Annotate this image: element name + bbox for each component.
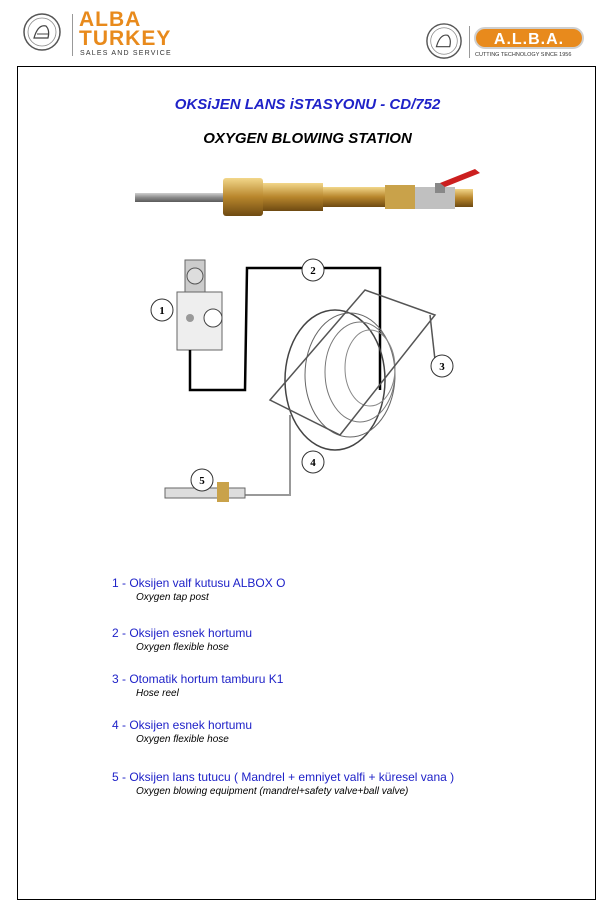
alba-tagline: CUTTING TECHNOLOGY SINCE 1956 — [475, 52, 572, 58]
svg-text:3: 3 — [439, 361, 445, 373]
callout-layer — [135, 250, 475, 520]
legend-item-en: Oxygen flexible hose — [136, 642, 229, 653]
legend-item-1 — [112, 576, 285, 603]
legend-item-en: Oxygen blowing equipment (mandrel+safety valve+ball valve) — [136, 786, 409, 797]
legend-item-5 — [112, 770, 454, 797]
header-right-logo — [425, 22, 595, 67]
divider — [72, 14, 73, 56]
oxygen-lance-illustration — [135, 165, 495, 225]
callout-4 — [302, 451, 324, 473]
svg-text:1: 1 — [159, 305, 165, 317]
legend-item-tr: 2 - Oksijen esnek hortumu — [112, 626, 253, 640]
divider — [469, 26, 470, 58]
legend-item-4 — [112, 718, 252, 745]
callout-5 — [191, 469, 213, 491]
welder-emblem-icon — [22, 12, 62, 52]
legend-item-tr: 1 - Oksijen valf kutusu ALBOX O — [112, 576, 286, 590]
brand-line1: ALBA — [79, 8, 142, 31]
callout-3 — [431, 355, 453, 377]
legend-item-en: Oxygen flexible hose — [136, 734, 229, 745]
header-left-logo — [22, 10, 222, 60]
legend-item-tr: 4 - Oksijen esnek hortumu — [112, 718, 253, 732]
legend-item-3 — [112, 672, 283, 699]
svg-text:4: 4 — [310, 457, 316, 469]
legend-item-tr: 3 - Otomatik hortum tamburu K1 — [112, 672, 284, 686]
legend-item-en: Hose reel — [136, 688, 179, 699]
svg-text:5: 5 — [199, 475, 205, 487]
callout-2 — [302, 259, 324, 281]
brand-line2: TURKEY — [79, 27, 172, 50]
legend-item-2 — [112, 626, 252, 653]
svg-text:2: 2 — [310, 265, 316, 277]
alba-logo: A.L.B.A. — [474, 27, 584, 49]
legend-item-en: Oxygen tap post — [136, 592, 209, 603]
title-english: OXYGEN BLOWING STATION — [203, 130, 412, 147]
callout-1 — [151, 299, 173, 321]
brand-subtitle: SALES AND SERVICE — [80, 50, 172, 57]
welder-emblem-icon — [425, 22, 463, 60]
title-turkish: OKSiJEN LANS iSTASYONU - CD/752 — [174, 96, 441, 113]
legend-item-tr: 5 - Oksijen lans tutucu ( Mandrel + emniyet valfi + küresel vana ) — [112, 770, 455, 784]
